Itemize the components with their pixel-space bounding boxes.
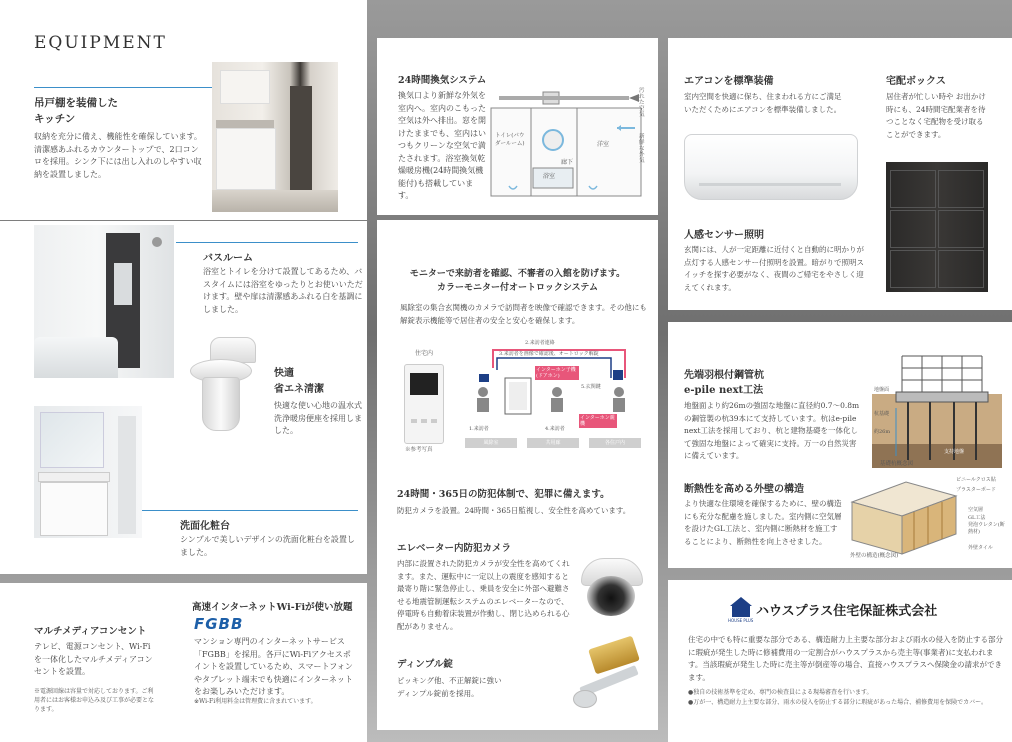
bath-title: バスルーム (203, 253, 253, 264)
security-camera-photo (579, 554, 643, 620)
bathroom-photo (34, 225, 174, 378)
elevator-title: エレベーター内防犯カメラ (397, 543, 512, 554)
multimedia-panel (0, 583, 367, 742)
intercom-photo-note: ※参考写真 (405, 447, 433, 453)
zone-1: 風除室 (483, 440, 499, 446)
security-title: 24時間・365日の防犯体制で、犯罪に備えます。 (397, 489, 610, 500)
ventilation-title: 24時間換気システム (398, 75, 487, 86)
page-title: EQUIPMENT (34, 33, 167, 53)
kitchen-panel (0, 0, 367, 220)
flow-intercom: インターホン子機(ドアホン) (535, 366, 579, 380)
structure-panel (668, 322, 1012, 568)
ins-label-3: 空気層 (968, 507, 984, 513)
ventilation-diagram (489, 88, 649, 200)
houseplus-bullet-1: ●独自の技術基準を定め、専門の検査員による現場審査を行います。 (688, 689, 873, 696)
flow-step4: 4.来訪者 (545, 426, 565, 432)
vent-label-bath: 浴室 (543, 173, 556, 180)
dimple-title: ディンプル錠 (397, 659, 453, 670)
security-panel (377, 220, 658, 730)
flow-mid: 3.来訪者を画像で確認後、オートロック解錠 (499, 351, 599, 357)
houseplus-logo-icon (730, 597, 752, 617)
houseplus-name: ハウスプラス住宅保証株式会社 (756, 604, 938, 619)
toilet-photo (186, 337, 266, 437)
delivery-box-photo (886, 162, 988, 292)
bath-body: 浴室とトイレを分けて設置してあるため、バスタイムには浴室をゆったりとお使いいただけます。壁や扉は清潔感あふれる白を基調にしました。 (203, 267, 363, 314)
intercom-title: モニターで来訪者を確認、不審者の入館を防げます。 (409, 269, 626, 279)
zone-3: 各住戸内 (604, 440, 625, 446)
pile-label-support: 支持地盤 (944, 449, 965, 455)
pile-label-pile: 杭基礎 (874, 411, 890, 417)
pile-subtitle: e-pile next工法 (684, 385, 764, 396)
insulation-title: 断熱性を高める外壁の構造 (684, 484, 804, 495)
wifi-body: マンション専門のインターネットサービス「FGBB」を採用。各戸にWi-Fiアクセスポイントを設置しているため、スマートフォンやタブレット端末でも快適にインターネットをお楽しみいただけます。 (194, 637, 353, 696)
vent-label-in: 新鮮な外気 (639, 134, 645, 164)
ins-label-4: GL工法 (968, 515, 986, 521)
multimedia-note: ※電源回線は容量で対応しております。ご利用者にはお客様お申込み及び工事が必要となります。 (34, 688, 155, 713)
ins-label-5: 発泡ウレタン(断熱材) (968, 522, 1005, 535)
insulation-caption: 外壁の構造(概念図) (850, 553, 899, 559)
intercom-unit-photo (404, 364, 444, 444)
security-body: 防犯カメラを設置。24時間・365日監視し、安全性を高めています。 (397, 506, 631, 515)
wifi-note: ※Wi-Fi利用料金は管理費に含まれています。 (194, 698, 317, 705)
toilet-subtitle: 省エネ清潔 (274, 384, 324, 395)
houseplus-panel (668, 580, 1012, 742)
houseplus-bullet-2: ●万が一、構造耐力上主要な部分、雨水の侵入を防止する部分に瑕疵があった場合、補修費用を保険でカバー。 (688, 699, 987, 706)
bath-divider (176, 242, 358, 243)
houseplus-body: 住宅の中でも特に重要な部分である、構造耐力上主要な部分および雨水の侵入を防止する部分に瑕疵が発生した時に修補費用の一定割合がハウスプラスから売主等(事業者)に支払われます。当該瑕疵が発生した時に売主等が倒産等の場合、直接ハウスプラスへ保険金の請求ができます。 (688, 635, 1003, 682)
flow-panel: インターホン親機 (579, 414, 617, 428)
vent-label-hall: 廊下 (561, 159, 574, 166)
fgbb-logo: FGBB (194, 615, 244, 633)
aircon-panel (668, 38, 1012, 310)
pile-caption: 基礎杭概念図 (880, 461, 914, 467)
ventilation-panel (377, 38, 658, 215)
toilet-title: 快適 (274, 368, 294, 379)
aircon-title: エアコンを標準装備 (684, 76, 774, 87)
delivery-body: 居住者が忙しい時や お出かけ時にも、24時間宅配業者を待つことなく宅配物を受け取ることができます。 (886, 92, 986, 139)
zone-2: 共用廊 (545, 440, 561, 446)
flow-unlock: 5.玄関鍵 (581, 384, 601, 390)
elevator-body: 内部に設置された防犯カメラが安全性を高めてくれます。また、運転中に一定以上の震度を感知すると最寄り階に緊急停止し、乗員を安全に外部へ避難させる地震管制運転システムのエレベーターなので、停電時も自動着床装置が作動し、閉じ込められる心配がありません。 (397, 559, 570, 631)
intercom-body: 風除室の集合玄関機のカメラで訪問者を映像で確認できます。その他にも解錠表示機能等で居住者の安全と安心を確保します。 (400, 303, 647, 325)
houseplus-brand: HOUSE PLUS (728, 618, 754, 623)
intercom-unit-label: 住宅内 (415, 350, 434, 357)
bath-panel (0, 221, 367, 574)
vanity-body: シンプルで美しいデザインの洗面化粧台を設置しました。 (180, 535, 355, 557)
delivery-title: 宅配ボックス (886, 76, 946, 87)
vent-label-room: 洋室 (597, 141, 610, 148)
ventilation-body: 換気口より新鮮な外気を室内へ。室内のこもった空気は外へ排出。窓を開けたままでも、室内はいつもクリーンな空気で満たされます。浴室換気乾燥暖房機(24時間換気機能付)も搭載しています。 (398, 91, 486, 200)
kitchen-body: 収納を充分に備え、機能性を確保しています。清潔感あふれるカウンタートップで、2口コンロを採用。シンク下には出し入れのしやすい収納を設置しました。 (34, 132, 202, 179)
vent-label-out: 汚れた空気 (639, 88, 645, 118)
dimple-key-photo (573, 636, 653, 716)
kitchen-title: 吊戸棚を装備した (34, 97, 118, 109)
sensor-body: 玄関には、人が一定距離に近付くと自動的に明かりが点灯する人感センサー付照明を設置。暗がりで照明スイッチを探す必要がなく、夜間のご帰宅をやさしく迎えてくれます。 (684, 245, 864, 292)
vanity-title: 洗面化粧台 (180, 521, 230, 532)
pile-label-ground: 地盤面 (874, 387, 890, 393)
multimedia-title: マルチメディアコンセント (34, 626, 147, 637)
vent-label-toilet: トイレ(パウダールーム) (495, 133, 525, 147)
ins-label-1: ビニールクロス貼 (956, 477, 996, 483)
insulation-body: より快適な住環境を確保するために、壁の構造にも充分な配慮を施しました。室内側に空気層を設けたGL工法と、室内側に断熱材を施工することにより、断熱性を向上させました。 (684, 499, 842, 546)
toilet-body: 快適な使い心地の温水式洗浄暖房便座を採用しました。 (274, 401, 362, 435)
pile-diagram (872, 348, 1002, 470)
vanity-photo (34, 406, 142, 538)
vanity-divider (142, 510, 358, 511)
flow-step1: 1.来訪者 (469, 426, 489, 432)
insulation-diagram (846, 472, 1006, 562)
sensor-title: 人感センサー照明 (684, 230, 764, 241)
multimedia-body: テレビ、電源コンセント、Wi-Fiを一体化したマルチメディアコンセントを設置。 (34, 642, 153, 676)
pile-title: 先端羽根付鋼管杭 (684, 370, 764, 381)
intercom-flow-diagram (465, 338, 645, 462)
aircon-photo (684, 134, 858, 200)
ins-label-6: 外壁タイル (968, 545, 993, 551)
aircon-body: 室内空間を快適に保ち、住まわれる方にご満足いただくためにエアコンを標準装備しました。 (684, 92, 842, 114)
flow-top: 2.来訪者連絡 (525, 340, 555, 346)
intercom-subtitle: カラーモニター付オートロックシステム (437, 283, 598, 293)
wifi-title: 高速インターネットWi-Fiが使い放題 (192, 602, 353, 613)
kitchen-divider (34, 87, 212, 88)
pile-label-depth: 約26m (874, 429, 891, 435)
kitchen-subtitle: キッチン (34, 113, 76, 125)
kitchen-photo (212, 62, 338, 212)
ins-label-2: プラスターボード (956, 487, 996, 493)
pile-body: 地盤面より約26mの強固な地盤に直径約0.7〜0.8mの鋼管製の杭39本にて支持しています。杭はe-pile next工法を採用しており、杭と建物基礎を一体化して強固な地盤によって確実に支持。万一の自然災害に備えています。 (684, 401, 860, 460)
dimple-body: ピッキング他、不正解錠に強いディンプル錠前を採用。 (397, 676, 502, 698)
